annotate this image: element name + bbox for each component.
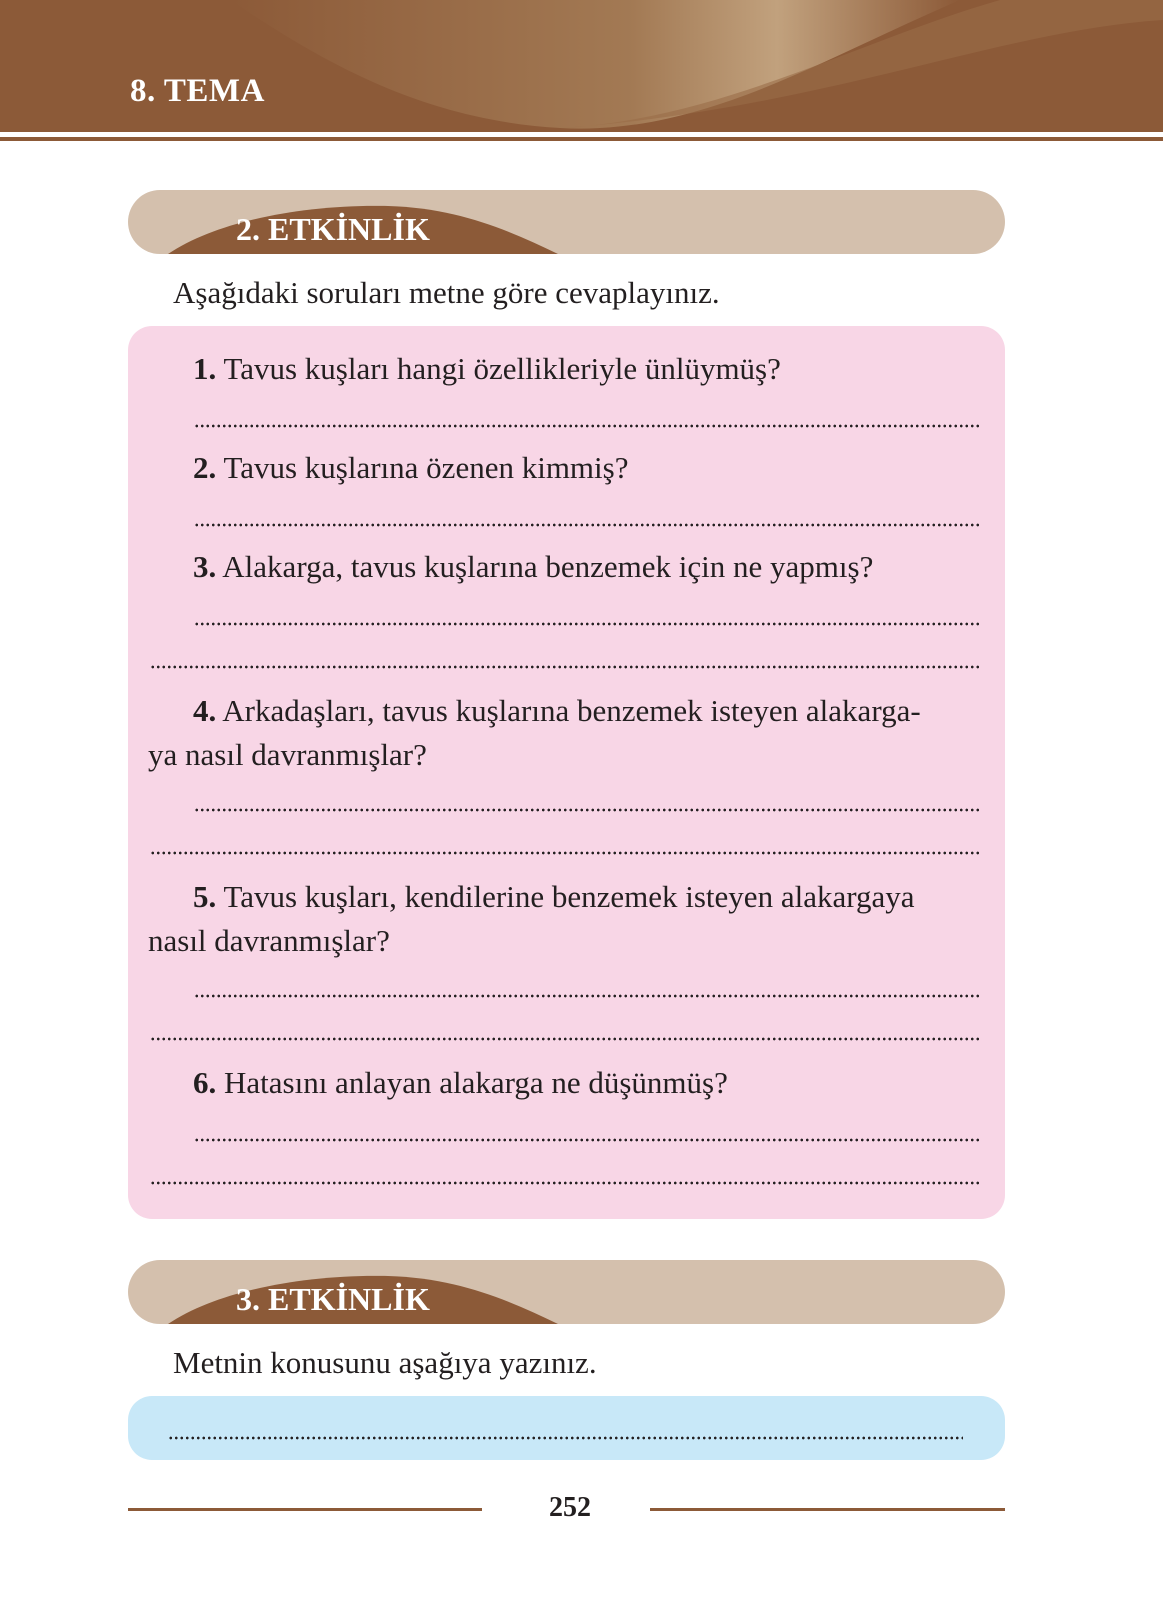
activity-3-banner — [128, 1260, 1005, 1324]
footer-divider-left — [128, 1508, 482, 1511]
question-text-continued: nasıl davranmışlar? — [148, 923, 390, 958]
question-6 — [148, 1061, 988, 1105]
answer-line[interactable] — [194, 424, 981, 428]
question-number: 4. — [193, 693, 217, 728]
activity-2-title: 2. ETKİNLİK — [236, 211, 430, 247]
question-number: 6. — [193, 1065, 217, 1100]
activity-3-instruction: Metnin konusunu aşağıya yazınız. — [173, 1345, 597, 1380]
question-text: Tavus kuşları, kendilerine benzemek isteyen alakargaya — [223, 879, 915, 914]
question-2 — [148, 446, 988, 490]
answer-line[interactable] — [194, 994, 981, 998]
answer-line[interactable] — [194, 808, 981, 812]
answer-line[interactable] — [150, 851, 981, 855]
answer-line[interactable] — [150, 1181, 981, 1185]
answer-box — [128, 1396, 1005, 1460]
question-5 — [148, 875, 988, 963]
page-number: 252 — [549, 1492, 591, 1523]
answer-line[interactable] — [150, 665, 981, 669]
question-number: 2. — [193, 450, 217, 485]
question-3 — [148, 545, 988, 589]
footer-divider-right — [650, 1508, 1005, 1511]
page-header — [0, 0, 1163, 150]
question-number: 5. — [193, 879, 217, 914]
question-number: 3. — [193, 549, 217, 584]
question-text: Arkadaşları, tavus kuşlarına benzemek isteyen alakarga- — [222, 693, 921, 728]
theme-title: 8. TEMA — [130, 73, 265, 109]
activity-3-title: 3. ETKİNLİK — [236, 1281, 430, 1317]
question-text: Tavus kuşlarına özenen kimmiş? — [223, 450, 629, 485]
question-text-continued: ya nasıl davranmışlar? — [148, 737, 427, 772]
answer-line[interactable] — [194, 523, 981, 527]
question-4 — [148, 689, 988, 777]
question-1 — [148, 347, 988, 391]
answer-line[interactable] — [194, 622, 981, 626]
answer-line[interactable] — [150, 1037, 981, 1041]
answer-line[interactable] — [168, 1436, 963, 1440]
answer-line[interactable] — [194, 1138, 981, 1142]
activity-2-instruction: Aşağıdaki soruları metne göre cevaplayınız. — [173, 275, 720, 310]
question-number: 1. — [193, 351, 217, 386]
question-text: Hatasını anlayan alakarga ne düşünmüş? — [224, 1065, 728, 1100]
question-text: Alakarga, tavus kuşlarına benzemek için ne yapmış? — [222, 549, 874, 584]
question-text: Tavus kuşları hangi özellikleriyle ünlüymüş? — [223, 351, 781, 386]
activity-2-banner — [128, 190, 1005, 254]
